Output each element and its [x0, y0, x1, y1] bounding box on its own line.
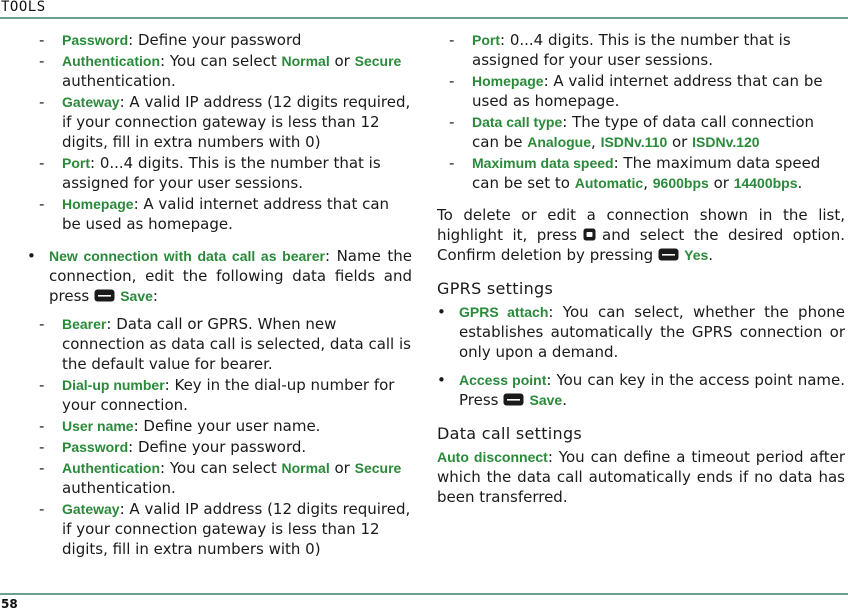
option-secure: Secure [354, 53, 402, 69]
page-number: 58 [1, 597, 18, 611]
bullet-new-connection: • New connection with data call as bearer: Name the connection, edit the following data fields and press Save: [27, 247, 412, 305]
option-automatic: Automatic [574, 175, 644, 191]
page-footer [0, 593, 848, 612]
list-item-homepage: - Homepage: A valid internet address that can be used as homepage. [39, 195, 390, 233]
term-gprs-attach: GPRS attach [459, 304, 549, 320]
term-port: Port [62, 155, 90, 171]
term-homepage: Homepage [62, 196, 134, 212]
paragraph-auto-disconnect: Auto disconnect: You can define a timeout period after which the data call automatically ends if no data has been transferred. [437, 448, 845, 506]
term-port-2: Port [472, 32, 500, 48]
section-title: TOOLS [1, 0, 46, 15]
term-auto-disconnect: Auto disconnect [437, 449, 548, 465]
option-normal: Normal [281, 53, 330, 69]
list-item-max-data-speed: - Maximum data speed: The maximum data speed can be set to Automatic, 9600bps or 14400bps. [449, 154, 821, 192]
term-authentication-2: Authentication [62, 460, 160, 476]
bullet-gprs-attach: • GPRS attach: You can select, whether the phone establishes automatically the GPRS connection or only upon a demand. [437, 303, 845, 361]
list-item-data-call-type: - Data call type: The type of data call connection can be Analogue, ISDNv.110 or ISDNv.120 [449, 113, 814, 151]
option-isdn-110: ISDNv.110 [600, 134, 668, 150]
softkey-icon [94, 289, 115, 302]
option-isdn-120: ISDNv.120 [692, 134, 760, 150]
term-password-2: Password [62, 439, 129, 455]
page-header [0, 0, 848, 18]
header-rule [0, 17, 848, 19]
term-data-call-type: Data call type [472, 114, 563, 130]
term-user-name: User name [62, 418, 134, 434]
list-item-gateway-2: - Gateway: A valid IP address (12 digits required, if your connection gateway is less than 12 digits, fill in extra numbers with 0) [39, 500, 411, 558]
footer-rule [0, 593, 848, 595]
key-yes: Yes [684, 247, 709, 263]
heading-data-call-settings: Data call settings [437, 424, 583, 443]
list-item-homepage-2: - Homepage: A valid internet address that can be used as homepage. [449, 72, 823, 110]
list-item-gateway: - Gateway: A valid IP address (12 digits required, if your connection gateway is less than 12 digits, fill in extra numbers with 0) [39, 93, 411, 151]
list-item-port-2: - Port: 0...4 digits. This is the number that is assigned for your user sessions. [449, 31, 791, 69]
delete-paragraph: To delete or edit a connection shown in the list, highlight it, press and select the desired option. Confirm deletion by pressing Yes. [437, 206, 845, 264]
list-item-password-2: - Password: Define your password. [39, 438, 307, 456]
option-secure-2: Secure [354, 460, 402, 476]
softkey-icon [503, 393, 524, 406]
term-new-connection: New connection with data call as bearer [49, 248, 325, 264]
key-save: Save [120, 288, 153, 304]
term-authentication: Authentication [62, 53, 160, 69]
option-9600bps: 9600bps [652, 175, 709, 191]
list-item-password: - Password: Define your password [39, 31, 302, 49]
list-item-authentication-2: - Authentication: You can select Normal or Secure authentication. [39, 459, 402, 497]
list-item-authentication: - Authentication: You can select Normal or Secure authentication. [39, 52, 402, 90]
list-item-user-name: - User name: Define your user name. [39, 417, 321, 435]
term-access-point: Access point [459, 372, 547, 388]
term-gateway: Gateway [62, 94, 120, 110]
option-analogue: Analogue [527, 134, 592, 150]
term-homepage-2: Homepage [472, 73, 544, 89]
option-14400bps: 14400bps [733, 175, 798, 191]
key-save-2: Save [529, 392, 563, 408]
heading-gprs-settings: GPRS settings [437, 279, 554, 298]
bullet-access-point: • Access point: You can key in the access point name. Press Save. [437, 371, 846, 409]
term-dial-up-number: Dial-up number [62, 377, 165, 393]
option-normal-2: Normal [281, 460, 330, 476]
ok-key-icon [583, 228, 596, 241]
left-column [27, 30, 412, 560]
term-bearer: Bearer [62, 316, 107, 332]
list-item-dial-up: - Dial-up number: Key in the dial-up number for your connection. [39, 376, 395, 414]
right-column [437, 30, 845, 507]
list-item-bearer: - Bearer: Data call or GPRS. When new connection as data call is selected, data call is the default value for bearer. [39, 315, 411, 373]
term-max-data-speed: Maximum data speed [472, 155, 614, 171]
term-gateway-2: Gateway [62, 501, 120, 517]
softkey-icon [658, 248, 679, 261]
term-password: Password [62, 32, 129, 48]
list-item-port: - Port: 0...4 digits. This is the number that is assigned for your user sessions. [39, 154, 381, 192]
